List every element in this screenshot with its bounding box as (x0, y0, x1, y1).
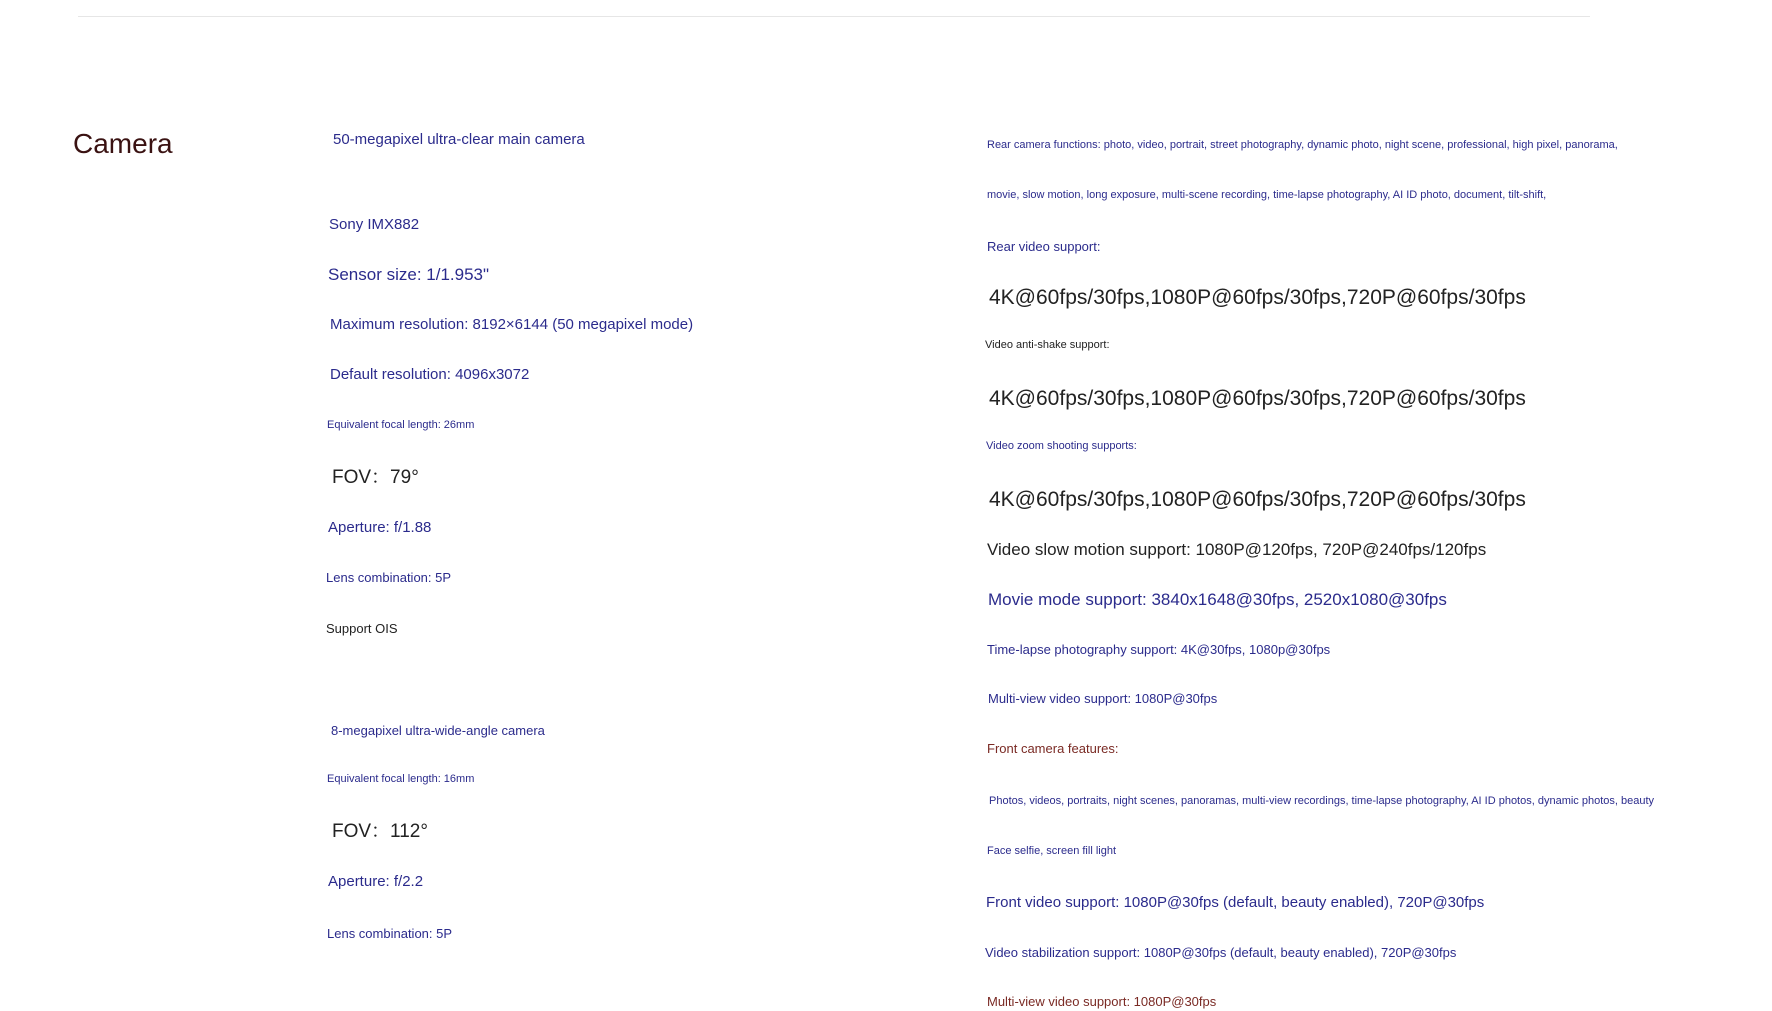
sensor-size: Sensor size: 1/1.953" (328, 265, 490, 284)
antishake-value: 4K@60fps/30fps,1080P@60fps/30fps,720P@60fps/30fps (989, 387, 1526, 410)
wide-aperture: Aperture: f/2.2 (328, 873, 424, 890)
wide-camera-heading: 8-megapixel ultra-wide-angle camera (331, 723, 545, 738)
front-multiview-support: Multi-view video support: 1080P@30fps (987, 994, 1217, 1009)
rear-functions-line-2: movie, slow motion, long exposure, multi-scene recording, time-lapse photography, AI ID photo, document, tilt-shift, (987, 189, 1547, 201)
rear-video-support-value: 4K@60fps/30fps,1080P@60fps/30fps,720P@60fps/30fps (989, 286, 1526, 309)
main-focal-length: Equivalent focal length: 26mm (327, 419, 475, 431)
movie-mode-support: Movie mode support: 3840x1648@30fps, 2520x1080@30fps (988, 590, 1447, 609)
front-features-line-2: Face selfie, screen fill light (987, 845, 1116, 857)
max-resolution: Maximum resolution: 8192×6144 (50 megapixel mode) (330, 316, 694, 333)
zoom-value: 4K@60fps/30fps,1080P@60fps/30fps,720P@60fps/30fps (989, 488, 1526, 511)
top-divider (78, 16, 1590, 17)
front-features-label: Front camera features: (987, 741, 1119, 756)
front-video-support: Front video support: 1080P@30fps (default, beauty enabled), 720P@30fps (986, 894, 1485, 911)
section-title: Camera (73, 128, 173, 159)
slow-motion-support: Video slow motion support: 1080P@120fps, 720P@240fps/120fps (987, 540, 1487, 559)
front-stabilization-support: Video stabilization support: 1080P@30fps (default, beauty enabled), 720P@30fps (985, 945, 1457, 960)
main-camera-heading: 50-megapixel ultra-clear main camera (333, 131, 585, 148)
main-aperture: Aperture: f/1.88 (328, 519, 432, 536)
timelapse-support: Time-lapse photography support: 4K@30fps, 1080p@30fps (987, 642, 1331, 657)
wide-lens-combination: Lens combination: 5P (327, 926, 453, 941)
rear-video-support-label: Rear video support: (987, 239, 1101, 254)
antishake-label: Video anti-shake support: (985, 339, 1110, 351)
wide-fov: FOV：112° (332, 821, 428, 842)
default-resolution: Default resolution: 4096x3072 (330, 366, 530, 383)
rear-functions-line-1: Rear camera functions: photo, video, portrait, street photography, dynamic photo, night scene, professional, high pixel, panorama, (987, 139, 1618, 151)
rear-multiview-support: Multi-view video support: 1080P@30fps (988, 691, 1218, 706)
main-lens-combination: Lens combination: 5P (326, 570, 452, 585)
wide-focal-length: Equivalent focal length: 16mm (327, 773, 475, 785)
front-features-line-1: Photos, videos, portraits, night scenes, panoramas, multi-view recordings, time-lapse photography, AI ID photos, dynamic photos, beauty (989, 795, 1655, 807)
main-fov: FOV：79° (332, 467, 419, 488)
zoom-label: Video zoom shooting supports: (986, 440, 1137, 452)
sensor-model: Sony IMX882 (329, 216, 420, 233)
ois-support: Support OIS (326, 621, 398, 636)
